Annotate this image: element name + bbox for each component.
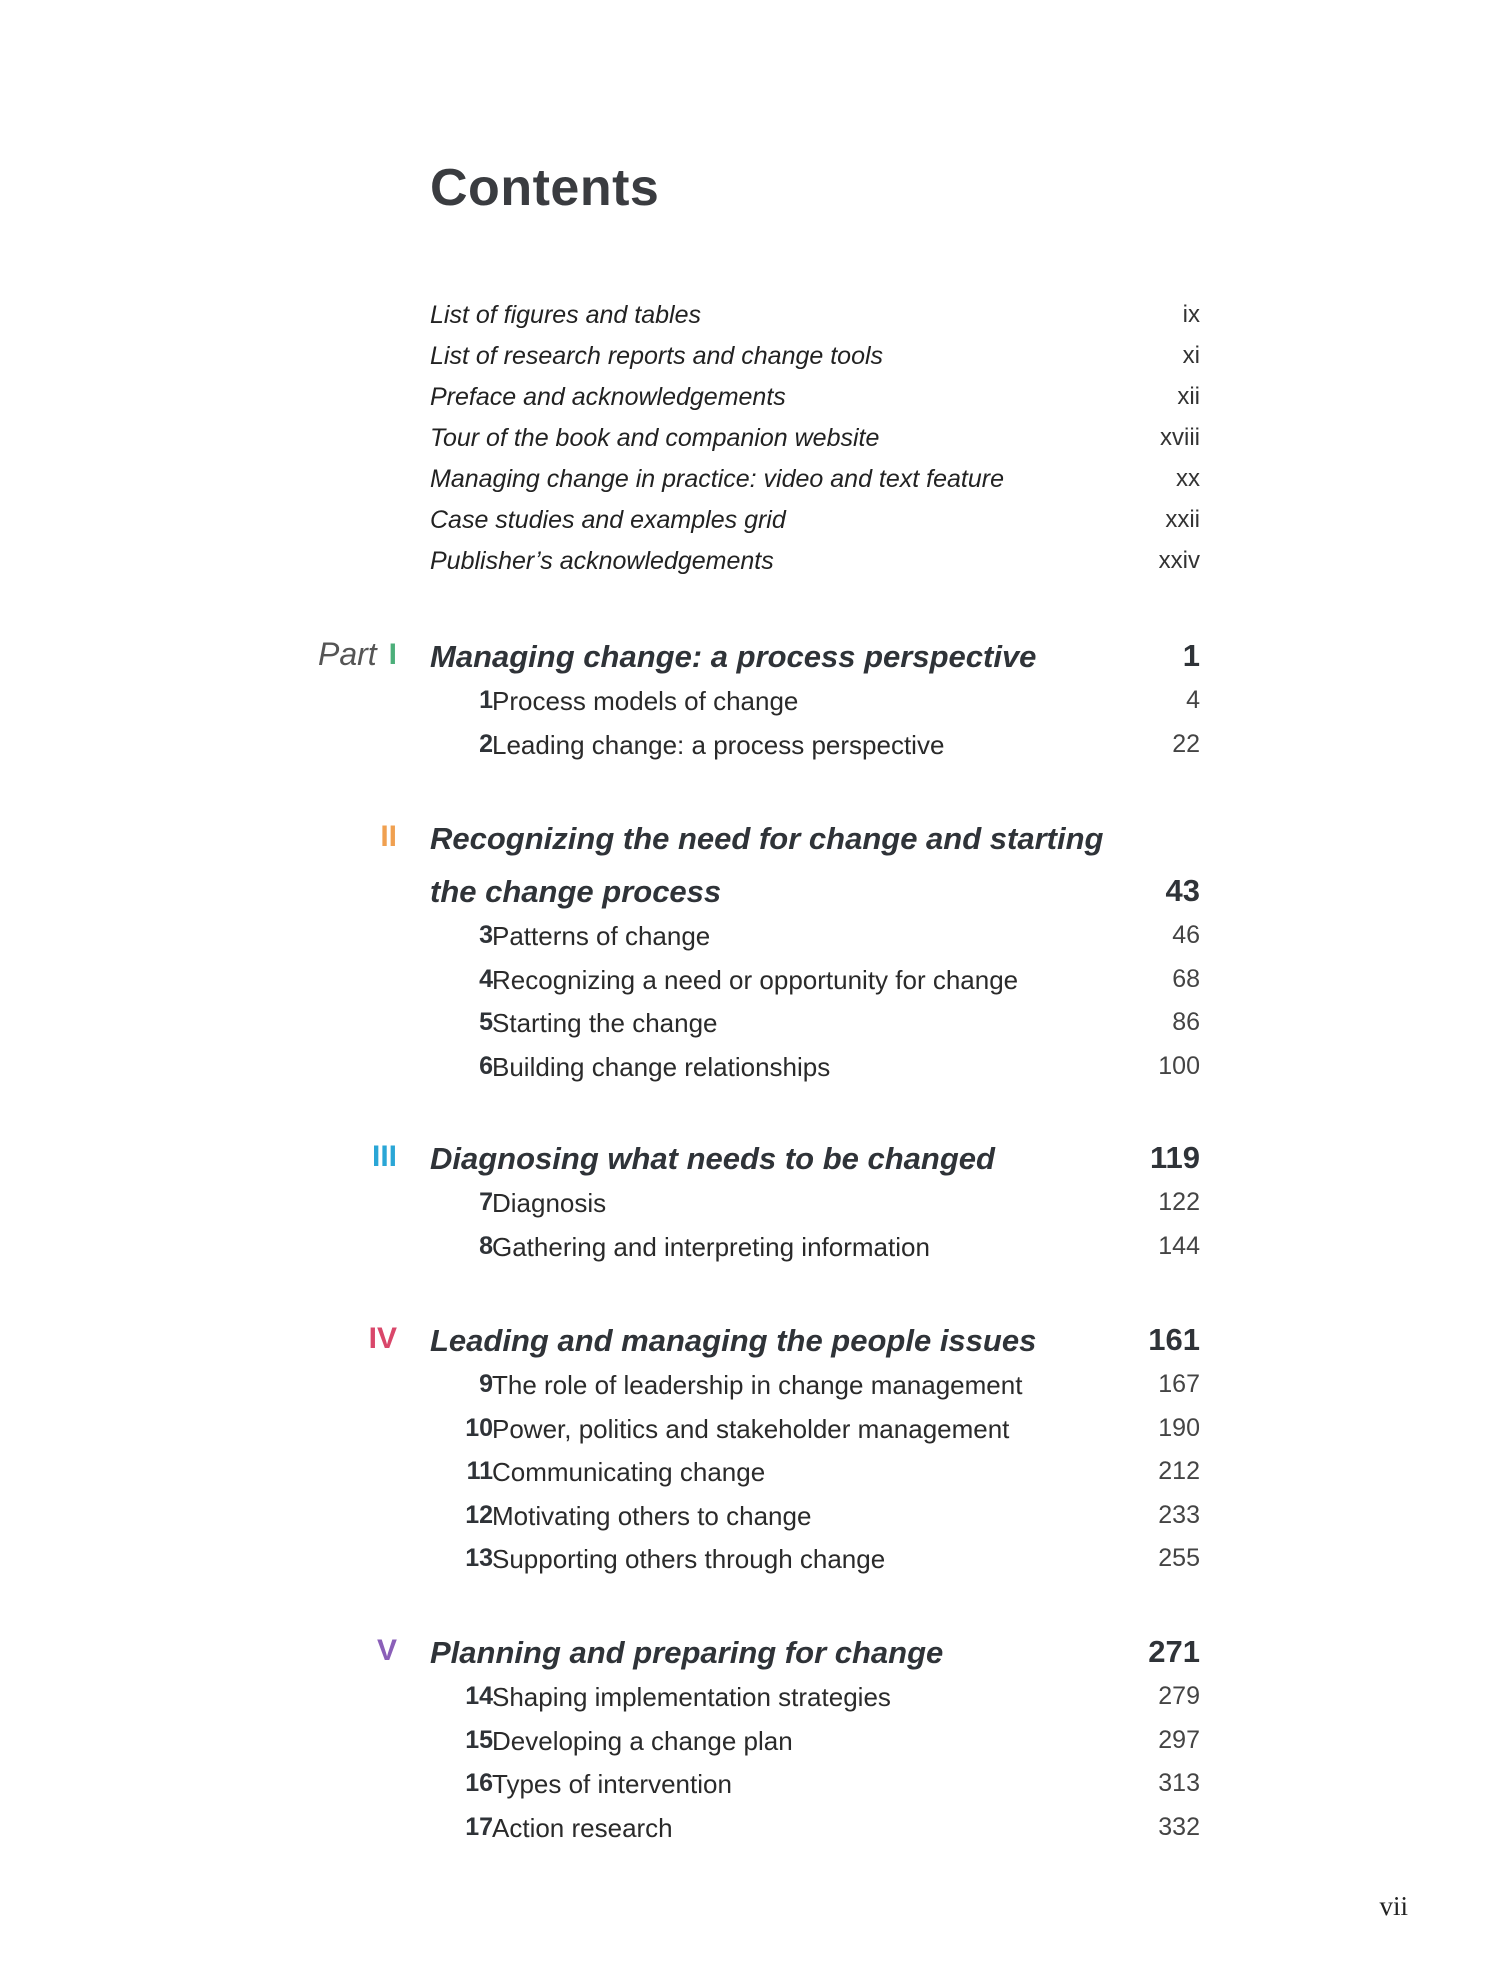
front-matter-label: Managing change in practice: video and text feature — [430, 465, 1004, 493]
chapter-page: 4 — [1186, 686, 1200, 714]
chapter-title: Shaping implementation strategies — [492, 1682, 891, 1712]
chapter-number: 2 — [479, 729, 493, 758]
chapter-number: 4 — [479, 964, 493, 993]
front-matter-item — [430, 465, 1200, 506]
part-numeral: I — [388, 638, 397, 671]
chapter-page: 332 — [1158, 1812, 1200, 1841]
front-matter-item — [430, 342, 1200, 383]
chapter-title: Process models of change — [492, 686, 799, 716]
chapter-title: Leading change: a process perspective — [492, 729, 945, 760]
part-title: Managing change: a process perspective — [430, 639, 1037, 674]
front-matter-item — [430, 547, 1200, 588]
front-matter-label: Publisher’s acknowledgements — [430, 547, 774, 575]
chapter-number: 6 — [479, 1051, 493, 1080]
front-matter-page: ix — [1182, 301, 1200, 328]
chapter-page: 233 — [1158, 1500, 1200, 1529]
chapter-title: Patterns of change — [492, 921, 711, 951]
chapter-number: 3 — [479, 921, 493, 949]
chapter-page: 279 — [1158, 1682, 1200, 1710]
chapter-page: 122 — [1158, 1188, 1200, 1216]
chapter-number: 9 — [479, 1370, 493, 1398]
chapter-number: 10 — [465, 1413, 493, 1442]
chapter-page: 313 — [1158, 1769, 1200, 1797]
chapter-number: 17 — [465, 1812, 493, 1841]
part-numeral: II — [380, 820, 397, 853]
front-matter-label: Preface and acknowledgements — [430, 383, 786, 411]
chapter-item — [430, 1370, 1200, 1414]
chapter-title: Starting the change — [492, 1008, 718, 1038]
chapter-number: 15 — [465, 1725, 493, 1754]
chapter-item — [430, 1501, 1200, 1545]
part-page: 161 — [1148, 1322, 1200, 1357]
chapter-item — [430, 1682, 1200, 1726]
chapter-page: 190 — [1158, 1413, 1200, 1442]
front-matter-page: xxii — [1165, 506, 1200, 533]
front-matter-item — [430, 301, 1200, 342]
front-matter-page: xx — [1176, 465, 1200, 492]
chapter-title: Gathering and interpreting information — [492, 1231, 930, 1262]
page-title: Contents — [430, 159, 660, 217]
chapter-item — [430, 686, 1200, 730]
chapter-page: 100 — [1158, 1051, 1200, 1080]
chapter-page: 86 — [1172, 1008, 1200, 1036]
chapter-item — [430, 921, 1200, 965]
chapter-title: Diagnosis — [492, 1188, 607, 1218]
chapter-number: 8 — [479, 1231, 493, 1260]
front-matter-list — [430, 301, 1200, 588]
chapter-number: 16 — [465, 1769, 493, 1797]
part-page: 271 — [1148, 1634, 1200, 1669]
chapter-title: Supporting others through change — [492, 1544, 886, 1574]
page-number: vii — [1379, 1891, 1408, 1921]
front-matter-item — [430, 383, 1200, 424]
front-matter-label: Tour of the book and companion website — [430, 424, 880, 452]
chapter-item — [430, 1052, 1200, 1096]
chapter-title: Building change relationships — [492, 1051, 831, 1082]
part-numeral: V — [376, 1634, 397, 1667]
chapter-item — [430, 1232, 1200, 1276]
part-title: Diagnosing what needs to be changed — [430, 1141, 995, 1176]
chapter-page: 46 — [1172, 921, 1200, 949]
chapter-list — [430, 686, 1200, 773]
chapter-item — [430, 1769, 1200, 1813]
chapter-number: 11 — [466, 1457, 493, 1485]
front-matter-page: xxiv — [1158, 547, 1200, 574]
chapter-number: 5 — [479, 1008, 493, 1036]
chapter-page: 297 — [1158, 1725, 1200, 1754]
chapter-title: Recognizing a need or opportunity for change — [492, 964, 1019, 995]
part-numeral: III — [371, 1140, 397, 1173]
chapter-item — [430, 1813, 1200, 1857]
chapter-list — [430, 1682, 1200, 1856]
chapter-page: 167 — [1158, 1370, 1200, 1398]
front-matter-label: List of figures and tables — [430, 301, 701, 329]
chapter-number: 14 — [465, 1682, 493, 1710]
chapter-item — [430, 965, 1200, 1009]
chapter-page: 212 — [1158, 1457, 1200, 1485]
front-matter-label: Case studies and examples grid — [430, 506, 786, 534]
part-page: 1 — [1182, 638, 1200, 673]
part-page: 43 — [1165, 873, 1200, 908]
part-prefix: Part — [318, 636, 377, 672]
chapter-list — [430, 1370, 1200, 1588]
chapter-title: Developing a change plan — [492, 1725, 793, 1756]
part-title: Planning and preparing for change — [430, 1635, 944, 1670]
part-title: Recognizing the need for change and starting the change process — [430, 821, 1104, 909]
chapter-number: 13 — [465, 1544, 493, 1572]
chapter-page: 22 — [1172, 729, 1200, 758]
front-matter-page: xii — [1177, 383, 1200, 410]
front-matter-label: List of research reports and change tools — [430, 342, 884, 370]
part-title: Leading and managing the people issues — [430, 1323, 1037, 1358]
chapter-item — [430, 1008, 1200, 1052]
chapter-title: Communicating change — [492, 1457, 766, 1487]
chapter-title: Types of intervention — [492, 1769, 732, 1799]
part-numeral: IV — [368, 1322, 397, 1355]
chapter-number: 1 — [479, 686, 493, 714]
front-matter-page: xi — [1182, 342, 1200, 369]
chapter-title: Action research — [492, 1812, 673, 1843]
front-matter-item — [430, 424, 1200, 465]
chapter-title: The role of leadership in change management — [492, 1370, 1023, 1400]
front-matter-page: xviii — [1160, 424, 1200, 451]
chapter-number: 12 — [465, 1500, 493, 1529]
chapter-number: 7 — [479, 1188, 493, 1216]
chapter-page: 68 — [1172, 964, 1200, 993]
chapter-title: Power, politics and stakeholder management — [492, 1413, 1010, 1444]
chapter-title: Motivating others to change — [492, 1500, 812, 1531]
chapter-page: 144 — [1158, 1231, 1200, 1260]
chapter-list — [430, 921, 1200, 1095]
chapter-item — [430, 1188, 1200, 1232]
chapter-item — [430, 1457, 1200, 1501]
chapter-item — [430, 1544, 1200, 1588]
part-page: 119 — [1149, 1140, 1200, 1175]
chapter-page: 255 — [1158, 1544, 1200, 1572]
chapter-item — [430, 1726, 1200, 1770]
front-matter-item — [430, 506, 1200, 547]
chapter-item — [430, 730, 1200, 774]
chapter-list — [430, 1188, 1200, 1275]
chapter-item — [430, 1414, 1200, 1458]
